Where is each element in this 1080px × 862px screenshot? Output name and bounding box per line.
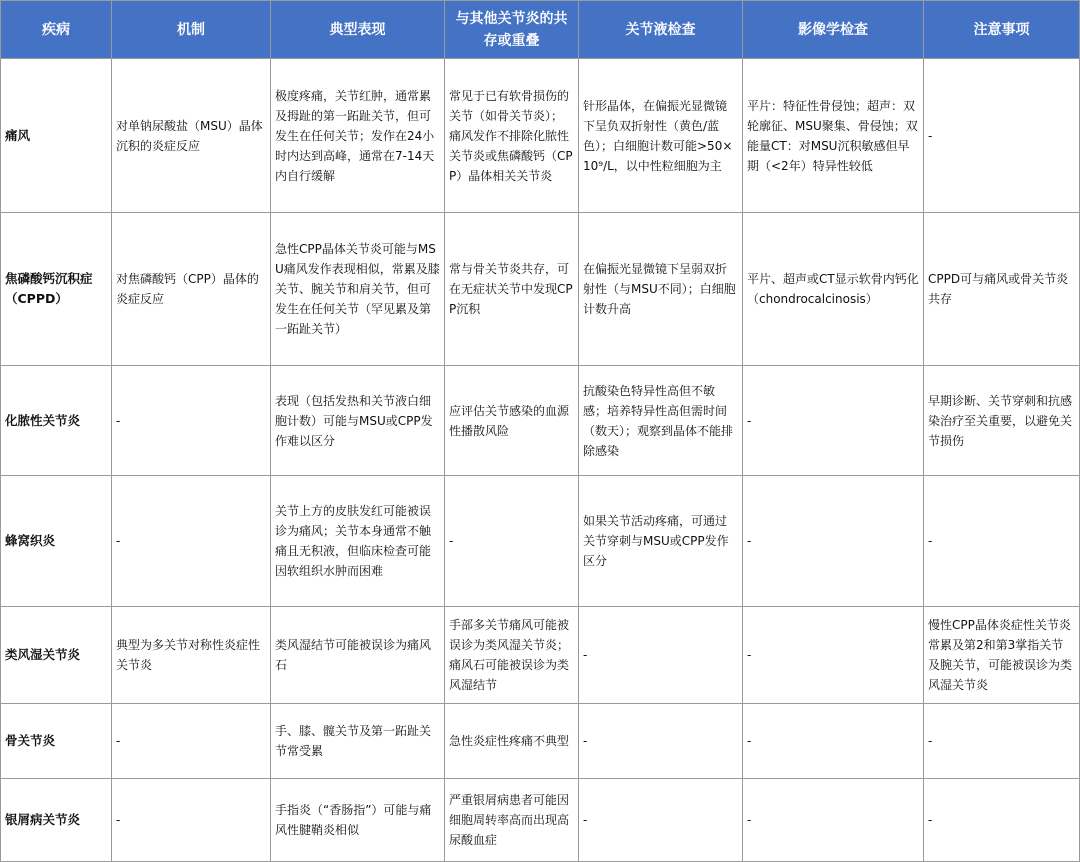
header-synovial-fluid-exam: 关节液检查 [579, 1, 743, 59]
cell-typical-presentation: 类风湿结节可能被误诊为痛风石 [271, 607, 445, 704]
cell-imaging-exam: - [743, 366, 924, 476]
cell-imaging-exam: - [743, 704, 924, 779]
cell-synovial-fluid-exam: 针形晶体，在偏振光显微镜下呈负双折射性（黄色/蓝色）；白细胞计数可能>50×10⁹/L，以中性粒细胞为主 [579, 59, 743, 213]
table-row-cppd [1, 213, 1080, 366]
cell-mechanism: 典型为多关节对称性炎症性关节炎 [112, 607, 271, 704]
header-typical-presentation: 典型表现 [271, 1, 445, 59]
cell-notes: - [924, 704, 1080, 779]
table-row-psoriatic-arthritis [1, 779, 1080, 862]
table-row-cellulitis [1, 476, 1080, 607]
cell-notes: 慢性CPP晶体炎症性关节炎常累及第2和第3掌指关节及腕关节，可能被误诊为类风湿关节炎 [924, 607, 1080, 704]
cell-coexistence-overlap: 常与骨关节炎共存，可在无症状关节中发现CPP沉积 [445, 213, 579, 366]
table-row-osteoarthritis [1, 704, 1080, 779]
cell-synovial-fluid-exam: - [579, 779, 743, 862]
cell-mechanism: 对焦磷酸钙（CPP）晶体的炎症反应 [112, 213, 271, 366]
cell-mechanism: - [112, 476, 271, 607]
cell-synovial-fluid-exam: 在偏振光显微镜下呈弱双折射性（与MSU不同）；白细胞计数升高 [579, 213, 743, 366]
cell-mechanism: - [112, 704, 271, 779]
header-row [1, 1, 1080, 59]
cell-typical-presentation: 极度疼痛，关节红肿，通常累及拇趾的第一跖趾关节，但可发生在任何关节；发作在24小时内达到高峰，通常在7-14天内自行缓解 [271, 59, 445, 213]
cell-coexistence-overlap: 手部多关节痛风可能被误诊为类风湿关节炎；痛风石可能被误诊为类风湿结节 [445, 607, 579, 704]
cell-disease: 化脓性关节炎 [1, 366, 112, 476]
table-row-septic-arthritis [1, 366, 1080, 476]
cell-notes: - [924, 476, 1080, 607]
cell-coexistence-overlap: 应评估关节感染的血源性播散风险 [445, 366, 579, 476]
header-mechanism: 机制 [112, 1, 271, 59]
cell-imaging-exam: - [743, 476, 924, 607]
cell-disease: 类风湿关节炎 [1, 607, 112, 704]
cell-notes: CPPD可与痛风或骨关节炎共存 [924, 213, 1080, 366]
cell-mechanism: 对单钠尿酸盐（MSU）晶体沉积的炎症反应 [112, 59, 271, 213]
cell-typical-presentation: 手、膝、髋关节及第一跖趾关节常受累 [271, 704, 445, 779]
cell-typical-presentation: 手指炎（“香肠指”）可能与痛风性腱鞘炎相似 [271, 779, 445, 862]
cell-notes: - [924, 59, 1080, 213]
cell-coexistence-overlap: - [445, 476, 579, 607]
cell-imaging-exam: 平片：特征性骨侵蚀；超声：双轮廓征、MSU聚集、骨侵蚀；双能量CT：对MSU沉积敏感但早期（<2年）特异性较低 [743, 59, 924, 213]
header-coexistence-overlap: 与其他关节炎的共存或重叠 [445, 1, 579, 59]
cell-notes: - [924, 779, 1080, 862]
header-disease: 疾病 [1, 1, 112, 59]
cell-disease: 焦磷酸钙沉积症（CPPD） [1, 213, 112, 366]
cell-mechanism: - [112, 366, 271, 476]
table-row-rheumatoid-arthritis [1, 607, 1080, 704]
cell-synovial-fluid-exam: 抗酸染色特异性高但不敏感；培养特异性高但需时间（数天）；观察到晶体不能排除感染 [579, 366, 743, 476]
cell-synovial-fluid-exam: - [579, 704, 743, 779]
table-row-gout [1, 59, 1080, 213]
cell-imaging-exam: - [743, 607, 924, 704]
cell-disease: 银屑病关节炎 [1, 779, 112, 862]
cell-disease: 痛风 [1, 59, 112, 213]
cell-disease: 蜂窝织炎 [1, 476, 112, 607]
cell-typical-presentation: 急性CPP晶体关节炎可能与MSU痛风发作表现相似，常累及膝关节、腕关节和肩关节，但可发生在任何关节（罕见累及第一跖趾关节） [271, 213, 445, 366]
cell-typical-presentation: 关节上方的皮肤发红可能被误诊为痛风；关节本身通常不触痛且无积液，但临床检查可能因软组织水肿而困难 [271, 476, 445, 607]
header-imaging-exam: 影像学检查 [743, 1, 924, 59]
header-notes: 注意事项 [924, 1, 1080, 59]
cell-notes: 早期诊断、关节穿刺和抗感染治疗至关重要，以避免关节损伤 [924, 366, 1080, 476]
cell-coexistence-overlap: 常见于已有软骨损伤的关节（如骨关节炎）；痛风发作不排除化脓性关节炎或焦磷酸钙（CPP）晶体相关关节炎 [445, 59, 579, 213]
cell-imaging-exam: 平片、超声或CT显示软骨内钙化（chondrocalcinosis） [743, 213, 924, 366]
cell-coexistence-overlap: 急性炎症性疼痛不典型 [445, 704, 579, 779]
cell-coexistence-overlap: 严重银屑病患者可能因细胞周转率高而出现高尿酸血症 [445, 779, 579, 862]
cell-mechanism: - [112, 779, 271, 862]
cell-disease: 骨关节炎 [1, 704, 112, 779]
cell-synovial-fluid-exam: - [579, 607, 743, 704]
cell-imaging-exam: - [743, 779, 924, 862]
cell-typical-presentation: 表现（包括发热和关节液白细胞计数）可能与MSU或CPP发作难以区分 [271, 366, 445, 476]
cell-synovial-fluid-exam: 如果关节活动疼痛，可通过关节穿刺与MSU或CPP发作区分 [579, 476, 743, 607]
